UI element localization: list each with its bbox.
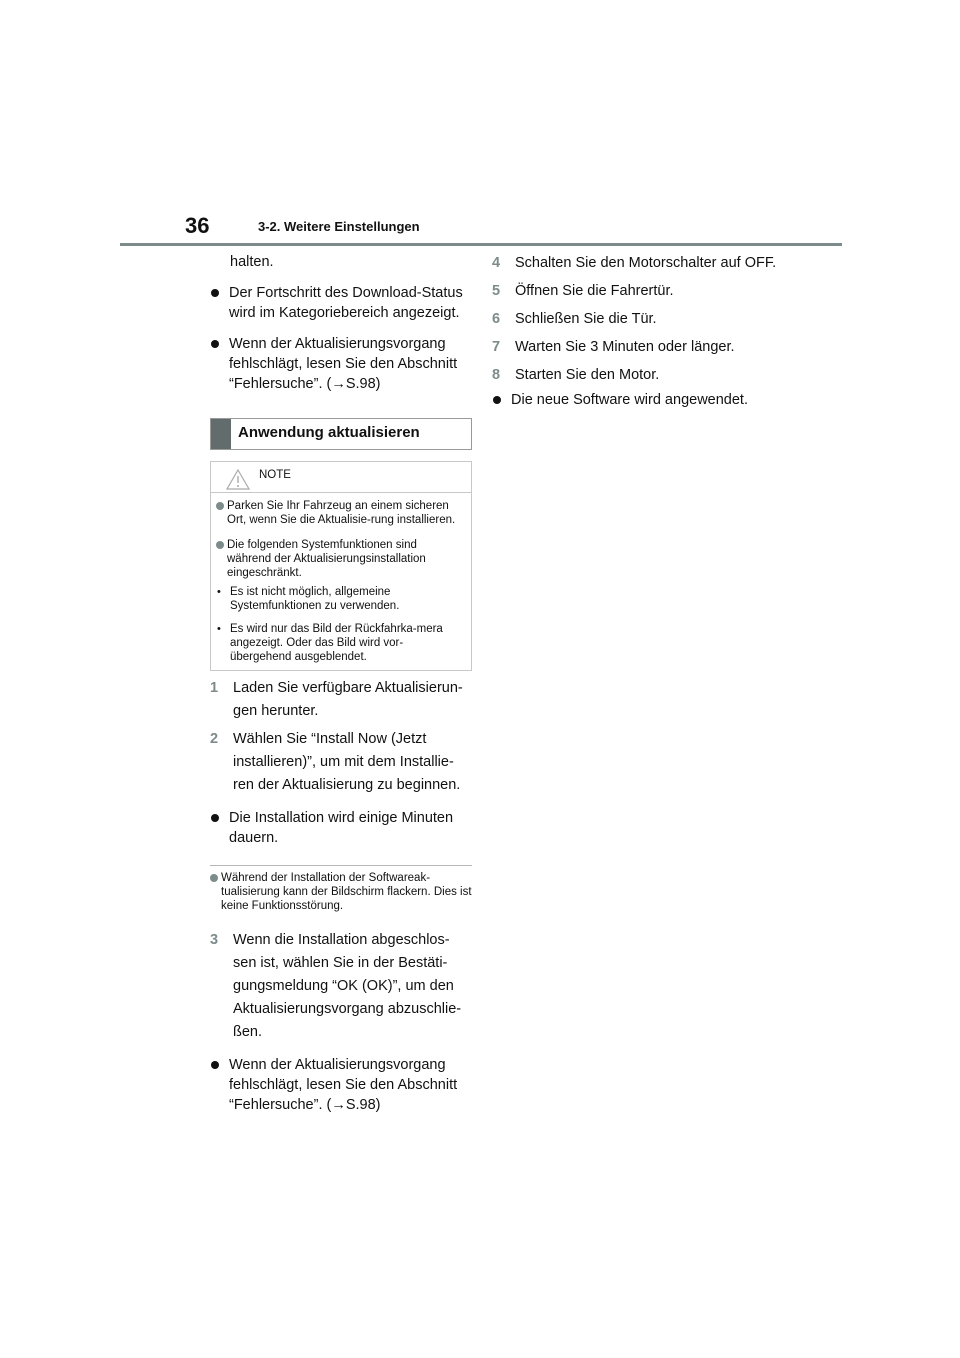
step-number: 5 bbox=[492, 283, 501, 299]
note-item: Parken Sie Ihr Fahrzeug an einem sicheren Ort, wenn Sie die Aktualisie-rung installieren. bbox=[211, 499, 471, 527]
right-column bbox=[492, 252, 792, 410]
step-item bbox=[210, 677, 472, 723]
bullet-item: Die neue Software wird angewendet. bbox=[492, 390, 792, 410]
step-item bbox=[492, 364, 792, 387]
bullet-item: Die Installation wird einige Minuten dauern. bbox=[210, 808, 472, 848]
step-item bbox=[492, 280, 792, 303]
note-subitem: • Es ist nicht möglich, allgemeine Systemfunktionen zu verwenden. bbox=[211, 585, 471, 613]
info-note: Während der Installation der Softwareak-tualisierung kann der Bildschirm flackern. Dies ist keine Funktionsstörung. bbox=[210, 871, 472, 913]
bullet-item: Wenn der Aktualisierungsvorgang fehlschlägt, lesen Sie den Abschnitt “Fehlersuche”. (→S.98) bbox=[210, 334, 472, 394]
step-item bbox=[492, 252, 792, 275]
step-text: Schließen Sie die Tür. bbox=[515, 311, 657, 327]
page-number: 36 bbox=[185, 213, 210, 238]
step-item bbox=[492, 308, 792, 331]
step-number: 8 bbox=[492, 367, 501, 383]
left-column bbox=[210, 252, 472, 1115]
heading-label: Anwendung aktualisieren bbox=[238, 424, 420, 441]
heading-tab bbox=[211, 419, 231, 449]
note-subitem: • Es wird nur das Bild der Rückfahrka-mera angezeigt. Oder das Bild wird vor-übergehend ausgeblendet. bbox=[211, 622, 471, 664]
step-number: 3 bbox=[210, 932, 219, 948]
continued-text: halten. bbox=[230, 254, 274, 270]
step-number: 1 bbox=[210, 680, 219, 696]
step-number: 2 bbox=[210, 731, 219, 747]
note-box bbox=[210, 461, 472, 671]
step-number: 7 bbox=[492, 339, 501, 355]
step-item bbox=[492, 336, 792, 359]
step-text: Laden Sie verfügbare Aktualisierun-gen herunter. bbox=[233, 680, 463, 719]
step-text: Starten Sie den Motor. bbox=[515, 367, 660, 383]
note-item: Die folgenden Systemfunktionen sind während der Aktualisierungsinstallation eingeschränkt. bbox=[211, 538, 471, 580]
section-heading bbox=[210, 418, 472, 450]
section-title: 3-2. Weitere Einstellungen bbox=[258, 219, 420, 234]
note-label: NOTE bbox=[259, 469, 291, 481]
step-text: Öffnen Sie die Fahrertür. bbox=[515, 283, 674, 299]
header-rule bbox=[120, 243, 842, 246]
step-item bbox=[210, 728, 472, 797]
step-number: 4 bbox=[492, 255, 501, 271]
step-text: Wählen Sie “Install Now (Jetzt installieren)”, um mit dem Installie-ren der Aktualisierung zu beginnen. bbox=[233, 731, 461, 793]
warning-icon bbox=[226, 469, 250, 490]
step-text: Schalten Sie den Motorschalter auf OFF. bbox=[515, 255, 777, 271]
step-item bbox=[210, 929, 472, 1044]
note-header bbox=[211, 462, 471, 493]
step-number: 6 bbox=[492, 311, 501, 327]
divider bbox=[210, 865, 472, 866]
step-text: Wenn die Installation abgeschlos-sen ist, wählen Sie in der Bestäti-gungsmeldung “OK (OK)”, um den Aktualisierungsvorgang abzuschlie-ßen. bbox=[233, 932, 462, 1040]
bullet-item: Wenn der Aktualisierungsvorgang fehlschlägt, lesen Sie den Abschnitt “Fehlersuche”. (→S.98) bbox=[210, 1055, 472, 1115]
bullet-item: Der Fortschritt des Download-Status wird im Kategoriebereich angezeigt. bbox=[210, 283, 472, 323]
step-text: Warten Sie 3 Minuten oder länger. bbox=[515, 339, 735, 355]
